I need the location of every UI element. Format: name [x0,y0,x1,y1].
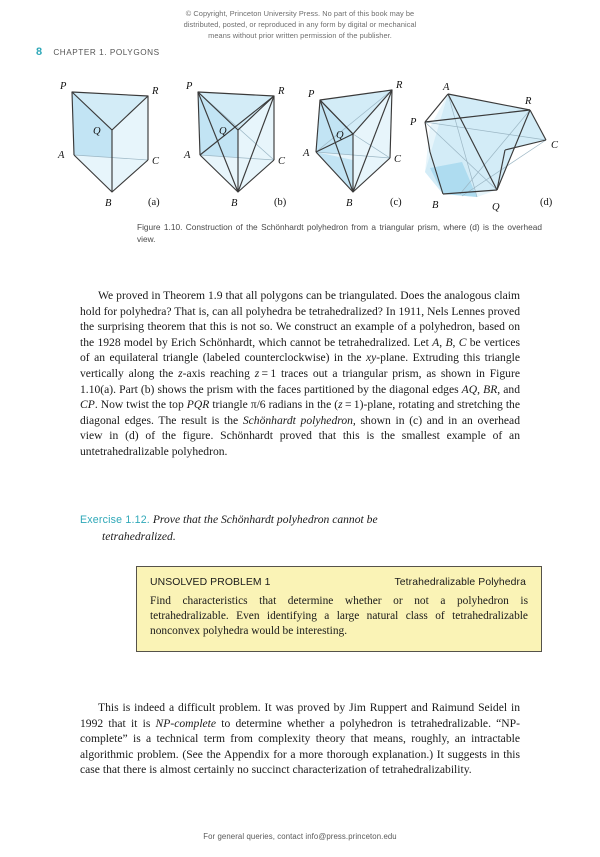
vertex-label-Q-c: Q [336,130,344,141]
figure-panel-a [57,81,160,209]
figure-caption: Figure 1.10. Construction of the Schönhardt polyhedron from a triangular prism, where (d) is the overhead view. [137,222,542,245]
panel-label-d: (d) [540,197,553,208]
copyright-line-2: distributed, posted, or reproduced in any form by digital or mechanical [183,20,417,30]
problem-box-body: Find characteristics that determine whether or not a polyhedron is tetrahedralizable. Even identifying a large natural class of tetrahedralizable nonconvex polyhedra would be interesting. [150,595,528,638]
figure-panel-c [302,80,403,209]
vertex-label-C-b: C [278,156,286,167]
panel-label-b: (b) [274,197,287,208]
copyright-notice [150,8,450,42]
page-number: 8 [36,46,43,58]
vertex-label-P-a: P [60,81,67,92]
vertex-label-R-c: R [396,80,403,91]
vertex-label-B-b: B [231,198,238,209]
vertex-label-A-a: A [58,150,65,161]
figure-1-10 [0,72,600,212]
panel-label-c: (c) [390,197,402,208]
vertex-label-A-b: A [184,150,191,161]
exercise-1-12 [80,512,520,544]
unsolved-problem-box [136,566,542,652]
vertex-label-C-c: C [394,154,402,165]
problem-box-header [150,577,528,588]
page-footer: For general queries, contact info@press.princeton.edu [203,832,397,841]
vertex-label-P-d: P [410,117,417,128]
exercise-text-line-1: Prove that the Schönhardt polyhedron cannot be [152,513,378,526]
vertex-label-A-c: A [303,148,310,159]
figure-panel-d [409,82,559,212]
vertex-label-A-d: A [443,82,450,93]
vertex-label-P-c: P [308,89,315,100]
vertex-label-C-a: C [152,156,160,167]
figure-panel-b [183,81,287,209]
vertex-label-P-b: P [186,81,193,92]
figure-svg [0,72,600,212]
panel-label-a: (a) [148,197,160,208]
body-paragraph-1: We proved in Theorem 1.9 that all polygons can be triangulated. Does the analogous claim hold for polyhedra? That is, can all polyhedra be tetrahedralized? In 1911, Nels Lennes proved the surprising theorem that this is not so. We construct an example of a polyhedron, based on the 1928 model by Erich Schönhardt, which cannot be tetrahedralized. Let A, B, C be vertices of an equilateral triangle (labeled counterclockwise) in the xy-plane. Extruding this triangle vertically along the z-axis reaching z = 1 traces out a triangular prism, as shown in Figure 1.10(a). Part (b) shows the prism with the faces partitioned by the diagonal edges AQ, BR, and CP. Now twist the top PQR triangle π/6 radians in the (z = 1)-plane, rotating and stretching the diagonal edges. The result is the Schönhardt polyhedron, shown in (c) and in an overhead view in (d) of the figure. Schönhardt proved that this is the smallest example of an untetrahedralizable polyhedron. [80,289,521,458]
vertex-label-B-a: B [105,198,112,209]
exercise-label: Exercise 1.12. [80,514,150,526]
vertex-label-R-d: R [525,96,532,107]
vertex-label-B-c: B [346,198,353,209]
copyright-line-3: means without prior written permission of the publisher. [208,31,392,41]
vertex-label-Q-b: Q [219,126,227,137]
vertex-label-C-d: C [551,140,559,151]
vertex-label-B-d: B [432,200,439,211]
vertex-label-R-b: R [278,86,285,97]
exercise-text-line-2: tetrahedralized. [102,529,176,543]
vertex-label-R-a: R [152,86,159,97]
running-head [36,46,160,58]
chapter-title: CHAPTER 1. POLYGONS [53,48,160,57]
copyright-line-1: © Copyright, Princeton University Press. No part of this book may be [185,9,415,18]
problem-box-title: UNSOLVED PROBLEM 1 [150,577,271,588]
body-paragraph-2: This is indeed a difficult problem. It was proved by Jim Ruppert and Raimund Seidel in 1992 that it is NP-complete to determine whether a polyhedron is tetrahedralizable. “NP-complete” is a technical term from complexity theory that means, roughly, an intractable algorithmic problem. (See the Appendix for a more thorough explanation.) It suggests in this case that there is almost certainly no succinct characterization of tetrahedralizability. [80,701,520,777]
problem-box-topic: Tetrahedralizable Polyhedra [394,577,526,588]
vertex-label-Q-a: Q [93,126,101,137]
vertex-label-Q-d: Q [492,202,500,212]
